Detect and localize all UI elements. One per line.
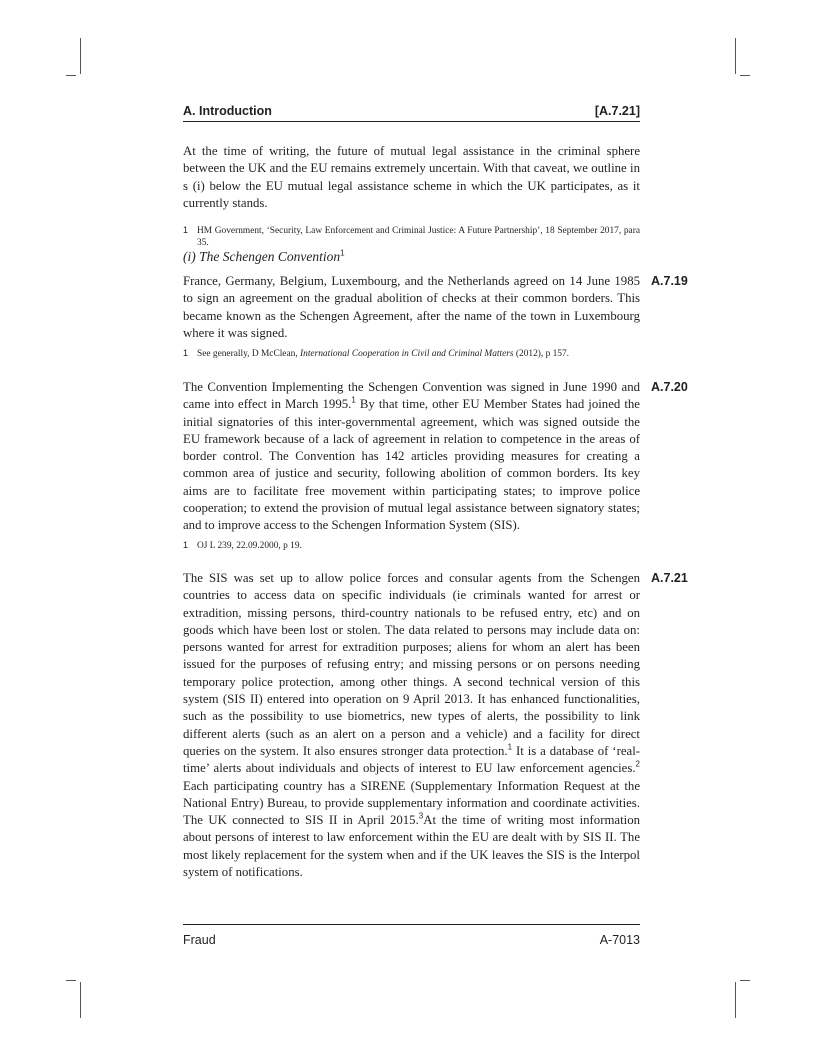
footer-page-number: A-7013 <box>599 933 640 947</box>
crop-mark-bottom-right-horizontal <box>740 980 750 981</box>
paragraph-a-7-21 <box>183 570 640 881</box>
crop-mark-bottom-left-vertical <box>80 982 81 1018</box>
paragraph-text: France, Germany, Belgium, Luxembourg, and the Netherlands agreed on 14 June 1985 to sign an agreement on the gradual abolition of checks at their common borders. This became known as the Schengen Agreement, after the name of the town in Luxembourg where it was signed. <box>183 274 640 340</box>
paragraph-text-part: The SIS was set up to allow police forces and consular agents from the Schengen countries to access data on specific individuals (ie criminals wanted for arrest or extradition, missing persons, third-country nationals to be refused entry, etc) and on goods which have been lost or stolen. The data related to persons may include data on: persons wanted for arrest for extradition purposes; aliens for whom an alert has been issued for the purposes of refusing entry; and missing persons or on persons needing temporary police protection, among other things. A second technical version of this system (SIS II) entered into operation on 9 April 2013. It has enhanced functionalities, such as the possibility to use biometrics, new types of alerts, the possibility to link different alerts (such as an alert on a person and a vehicle) and a facility for direct queries on the system. It also ensures stronger data protection. <box>183 571 640 758</box>
footnote-a-7-19 <box>183 347 640 360</box>
paragraph-text <box>183 379 640 535</box>
footnote-text: HM Government, ‘Security, Law Enforcement and Criminal Justice: A Future Partnership’, 18 September 2017, para 35. <box>197 226 640 249</box>
footnote-ref: 2 <box>635 760 640 769</box>
footnote-ref: 3 <box>418 811 424 821</box>
section-heading-text: (i) The Schengen Convention <box>183 249 341 264</box>
running-header <box>183 103 640 122</box>
footnote-number: 1 <box>183 540 189 550</box>
paragraph-text <box>183 570 640 881</box>
crop-mark-bottom-left-horizontal <box>66 980 76 981</box>
intro-block <box>183 143 640 212</box>
header-section-title: A. Introduction <box>183 104 272 118</box>
header-paragraph-ref: [A.7.21] <box>594 104 640 118</box>
paragraph-text-part: The Convention Implementing the Schengen Convention was signed in June 1990 and came into effect in March 1995. <box>183 380 640 412</box>
intro-footnote <box>183 224 640 250</box>
paragraph-number: A.7.19 <box>651 274 688 288</box>
footnote-a-7-20-block <box>183 539 640 552</box>
footnote-text: OJ L 239, 22.09.2000, p 19. <box>197 541 302 551</box>
footnote-text-post: (2012), p 157. <box>513 349 570 359</box>
running-footer <box>183 924 640 947</box>
paragraph-text-part: At the time of writing most information about persons of interest to law enforcement within the EU are dealt with by SIS II. The most likely replacement for the system when and if the UK leaves the SIS is the Interpol system of notifications. <box>183 813 640 880</box>
paragraph-number: A.7.20 <box>651 380 688 394</box>
footnote-number: 1 <box>183 225 189 235</box>
intro-footnote-block <box>183 224 640 250</box>
paragraph-text-part: Each participating country has a SIRENE (Supplementary Information Request at the National Entry) Bureau, to provide supplementary information and coordinate activities. The UK connected to SIS II in April 2015. <box>183 778 640 828</box>
intro-paragraph: At the time of writing, the future of mutual legal assistance in the criminal sphere between the UK and the EU remains extremely uncertain. With that caveat, we outline in s (i) below the EU mutual legal assistance scheme in which the UK participates, as it currently stands. <box>183 144 640 210</box>
section-heading-block <box>183 248 640 265</box>
section-heading <box>183 248 640 265</box>
footnote-book-title: International Cooperation in Civil and Criminal Matters <box>300 349 514 359</box>
footer-title: Fraud <box>183 933 216 947</box>
footnote-a-7-19-block <box>183 347 640 360</box>
paragraph-a-7-20 <box>183 379 640 535</box>
footnote-number: 1 <box>183 348 189 358</box>
footnote-a-7-20 <box>183 539 640 552</box>
crop-mark-top-right-horizontal <box>740 75 750 76</box>
crop-mark-top-right-vertical <box>735 38 736 74</box>
paragraph-number: A.7.21 <box>651 571 688 585</box>
footnote-ref: 1 <box>351 396 356 406</box>
paragraph-text-part: It is a database of ‘real-time’ alerts about individuals and objects of interest to EU law enforcement agencies. <box>183 743 641 776</box>
section-heading-footnote-ref: 1 <box>340 248 345 258</box>
footnote-text-pre: See generally, D McClean, <box>197 349 301 359</box>
crop-mark-bottom-right-vertical <box>735 982 736 1018</box>
paragraph-text-part: By that time, other EU Member States had joined the initial signatories of this inter-governmental agreement, which was signed outside the EU framework because of a lack of agreement in relation to competence in the areas of border control. The Convention has 142 articles providing measures for creating a common area of justice and security, following abolition of common borders. Its key aims are to facilitate free movement within participating states; to improve police cooperation; to extend the provision of mutual legal assistance between signatory states; and to improve access to the Schengen Information System (SIS). <box>183 397 640 533</box>
footnote-ref: 1 <box>507 742 513 752</box>
crop-mark-top-left-horizontal <box>66 75 76 76</box>
paragraph-a-7-19 <box>183 273 640 342</box>
crop-mark-top-left-vertical <box>80 38 81 74</box>
